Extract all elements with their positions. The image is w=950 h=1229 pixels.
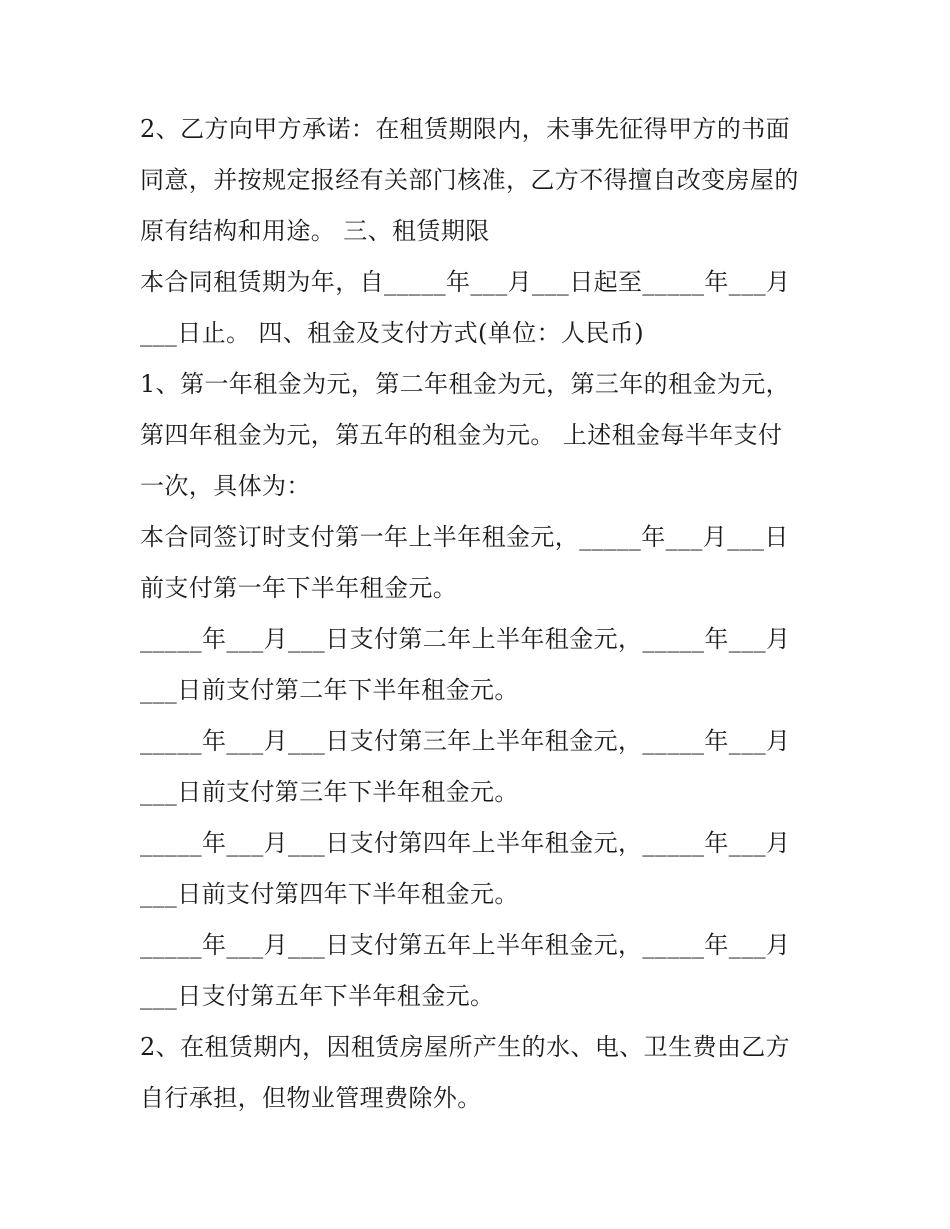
text-line: 一次，具体为： [140,472,311,500]
text-line: ___日前支付第二年下半年租金元。 [140,676,519,704]
text-line: 本合同租赁期为年，自_____年___月___日起至_____年___月 [140,268,791,296]
text-line: ___日前支付第四年下半年租金元。 [140,880,519,908]
text-line: 前支付第一年下半年租金元。 [140,574,458,602]
text-line: 2、乙方向甲方承诺：在租赁期限内，未事先征得甲方的书面 [140,115,791,143]
text-line: 1、第一年租金为元，第二年租金为元，第三年的租金为元， [140,370,791,398]
text-line: _____年___月___日支付第四年上半年租金元，_____年___月 [140,829,791,857]
text-line: 同意，并按规定报经有关部门核准，乙方不得擅自改变房屋的 [140,166,799,194]
text-line: 自行承担，但物业管理费除外。 [140,1084,482,1112]
text-line: ___日支付第五年下半年租金元。 [140,982,495,1010]
text-line: ___日止。 四、租金及支付方式(单位：人民币) [140,319,644,347]
text-line: 第四年租金为元，第五年的租金为元。 上述租金每半年支付 [140,421,783,449]
text-line: 本合同签订时支付第一年上半年租金元，_____年___月___日 [140,523,789,551]
text-line: _____年___月___日支付第二年上半年租金元，_____年___月 [140,625,791,653]
document-body [140,104,820,1124]
text-line: ___日前支付第三年下半年租金元。 [140,778,519,806]
text-line: _____年___月___日支付第五年上半年租金元，_____年___月 [140,931,791,959]
text-line: 2、在租赁期内，因租赁房屋所产生的水、电、卫生费由乙方 [140,1033,791,1061]
text-line: _____年___月___日支付第三年上半年租金元，_____年___月 [140,727,791,755]
text-line: 原有结构和用途。 三、租赁期限 [140,217,490,245]
